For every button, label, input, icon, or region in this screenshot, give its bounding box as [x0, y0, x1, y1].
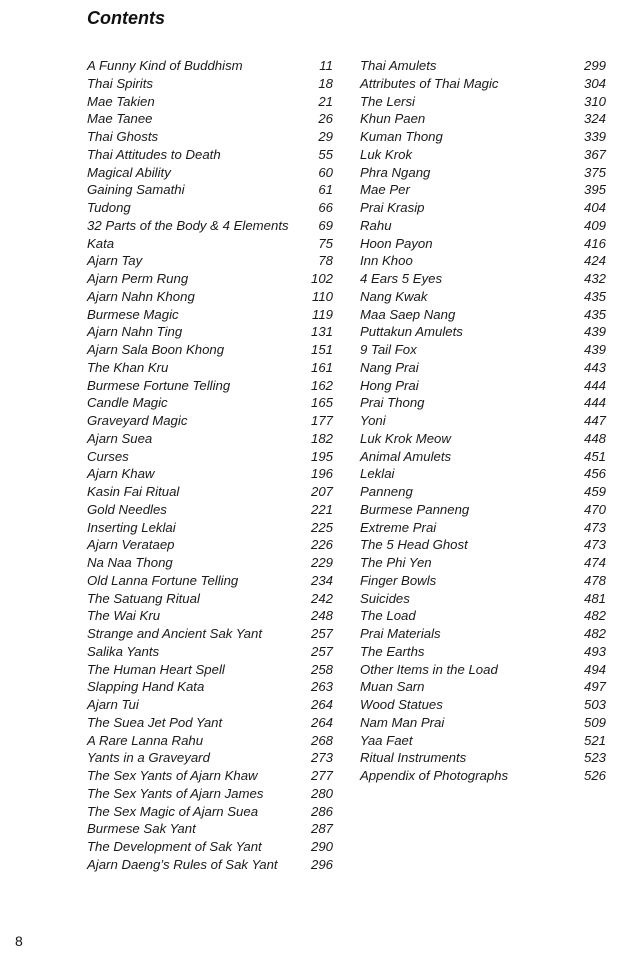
toc-entry-page: 242 [310, 590, 333, 606]
toc-entry [87, 732, 333, 750]
toc-entry-title: Yants in a Graveyard [87, 750, 210, 766]
toc-entry-page: 264 [310, 697, 333, 712]
toc-entry-page: 324 [583, 111, 606, 127]
toc-entry-title: Gaining Samathi [87, 182, 185, 198]
toc-entry [87, 590, 333, 608]
toc-entry-title: Animal Amulets [360, 448, 452, 464]
page-number: 8 [15, 933, 23, 949]
toc-entry-title: Na Naa Thong [87, 555, 173, 570]
toc-entry-title: Mae Takien [87, 93, 155, 109]
toc-entry [360, 696, 606, 714]
toc-entry-page: 493 [583, 643, 606, 659]
toc-entry-page: 482 [583, 608, 606, 624]
toc-entry-title: Strange and Ancient Sak Yant [87, 626, 262, 641]
toc-entry-title: Suicides [360, 590, 410, 606]
toc-entry-title: Kata [87, 235, 115, 251]
toc-entry [360, 394, 606, 412]
toc-entry-page: 119 [311, 306, 333, 322]
toc-entry-page: 182 [310, 430, 333, 446]
toc-entry-page: 221 [310, 501, 333, 517]
toc-entry-page: 470 [583, 501, 606, 517]
toc-entry [360, 732, 606, 750]
toc-entry-title: The Suea Jet Pod Yant [87, 714, 223, 730]
toc-entry-title: The Sex Yants of Ajarn Khaw [87, 768, 258, 783]
toc-entry [360, 93, 606, 111]
toc-entry [87, 199, 333, 217]
toc-entry-page: 339 [583, 129, 606, 144]
toc-entry-title: Hong Prai [360, 377, 419, 393]
toc-entry-page: 503 [583, 697, 606, 712]
toc-entry-title: Kasin Fai Ritual [87, 484, 180, 499]
toc-entry-page: 416 [583, 235, 606, 251]
toc-entry-title: Salika Yants [87, 643, 160, 659]
toc-entry [87, 128, 333, 146]
toc-entry-page: 473 [583, 537, 606, 553]
toc-entry-page: 21 [318, 93, 333, 109]
toc-entry [360, 519, 606, 537]
toc-entry [87, 341, 333, 359]
toc-entry [360, 572, 606, 590]
toc-entry-title: Ajarn Tui [87, 697, 139, 712]
toc-entry-page: 195 [310, 448, 333, 464]
toc-entry-page: 526 [583, 768, 606, 783]
toc-entry [87, 536, 333, 554]
toc-entry-title: Ajarn Tay [87, 253, 143, 269]
toc-entry-title: The Load [360, 608, 416, 624]
toc-entry-page: 404 [583, 200, 606, 215]
toc-entry-page: 435 [583, 288, 606, 304]
toc-entry-title: Thai Ghosts [87, 129, 159, 144]
toc-entry [360, 607, 606, 625]
toc-entry-page: 277 [310, 768, 333, 783]
toc-entry [360, 643, 606, 661]
toc-entry-title: Leklai [360, 466, 395, 482]
toc-entry [87, 501, 333, 519]
toc-entry [87, 181, 333, 199]
toc-entry [87, 483, 333, 501]
toc-entry-title: Maa Saep Nang [360, 306, 456, 322]
toc-entry [360, 110, 606, 128]
toc-entry-title: Slapping Hand Kata [87, 679, 205, 695]
toc-entry-title: 32 Parts of the Body & 4 Elements [87, 217, 289, 233]
toc-entry [87, 288, 333, 306]
toc-entry-title: The Human Heart Spell [87, 661, 225, 677]
toc-entry-title: The Khan Kru [87, 359, 169, 375]
toc-entry-title: Ajarn Perm Rung [87, 271, 189, 286]
toc-entry-page: 482 [583, 626, 606, 641]
toc-entry-title: Thai Amulets [360, 58, 437, 73]
toc-entry [87, 146, 333, 164]
toc-entry-title: Hoon Payon [360, 235, 433, 251]
toc-entry-page: 451 [583, 448, 606, 464]
toc-entry-title: Thai Attitudes to Death [87, 146, 221, 162]
toc-entry-title: Khun Paen [360, 111, 426, 127]
toc-entry-page: 509 [583, 714, 606, 730]
toc-entry-page: 207 [310, 484, 333, 499]
toc-entry-page: 296 [310, 856, 333, 872]
toc-entry [87, 430, 333, 448]
toc-entry-title: Appendix of Photographs [360, 768, 509, 783]
toc-entry-title: Thai Spirits [87, 75, 153, 91]
toc-entry-title: Magical Ability [87, 164, 171, 180]
toc-entry [360, 57, 606, 75]
toc-entry [87, 820, 333, 838]
toc-entry-page: 11 [319, 58, 333, 73]
toc-entry-page: 102 [310, 271, 333, 286]
toc-entry [87, 554, 333, 572]
toc-entry-page: 409 [583, 217, 606, 233]
toc-entry [87, 448, 333, 466]
toc-entry-title: Finger Bowls [360, 572, 437, 588]
toc-entry-title: Ajarn Daeng’s Rules of Sak Yant [87, 856, 278, 872]
toc-entry-page: 310 [583, 93, 606, 109]
toc-entry-title: The Wai Kru [87, 608, 161, 624]
toc-entry-title: Puttakun Amulets [360, 324, 463, 340]
toc-entry-title: A Rare Lanna Rahu [87, 732, 204, 748]
toc-entry-page: 473 [583, 519, 606, 535]
toc-entry-page: 226 [310, 537, 333, 553]
toc-entry [87, 678, 333, 696]
toc-entry-title: The Lersi [360, 93, 415, 109]
toc-entry [360, 270, 606, 288]
toc-entry-title: Wood Statues [360, 697, 443, 712]
toc-entry-title: Ajarn Khaw [87, 466, 155, 482]
toc-entry-page: 395 [583, 182, 606, 198]
toc-entry [87, 643, 333, 661]
toc-entry-page: 162 [310, 377, 333, 393]
toc-entry [87, 110, 333, 128]
toc-entry-title: Graveyard Magic [87, 413, 188, 428]
toc-entry [87, 572, 333, 590]
toc-entry-page: 26 [318, 111, 333, 127]
toc-entry [87, 235, 333, 253]
toc-entry-page: 161 [310, 359, 333, 375]
toc-entry [360, 252, 606, 270]
toc-entry [360, 359, 606, 377]
toc-entry-title: Attributes of Thai Magic [360, 75, 499, 91]
toc-entry-page: 66 [318, 200, 333, 215]
toc-entry-title: Muan Sarn [360, 679, 425, 695]
toc-entry [87, 519, 333, 537]
toc-entry [360, 714, 606, 732]
toc-entry-title: Curses [87, 448, 129, 464]
toc-entry [87, 217, 333, 235]
toc-entry [87, 252, 333, 270]
toc-entry-title: Ajarn Suea [87, 430, 153, 446]
toc-entry-title: Panneng [360, 484, 413, 499]
toc-entry-page: 60 [318, 164, 333, 180]
toc-entry [87, 803, 333, 821]
toc-entry-title: Rahu [360, 217, 392, 233]
toc-entry [360, 465, 606, 483]
toc-entry [87, 93, 333, 111]
toc-entry [87, 661, 333, 679]
toc-entry-page: 131 [310, 324, 333, 340]
toc-entry-title: The Sex Yants of Ajarn James [87, 785, 264, 801]
toc-entry-title: Inn Khoo [360, 253, 413, 269]
toc-entry-title: Prai Materials [360, 626, 441, 641]
toc-entry-page: 474 [583, 555, 606, 570]
toc-entry-page: 263 [310, 679, 333, 695]
toc-entry [87, 57, 333, 75]
toc-entry-title: Burmese Sak Yant [87, 821, 196, 837]
toc-entry-page: 29 [318, 129, 333, 144]
toc-entry [360, 430, 606, 448]
toc-entry-page: 258 [310, 661, 333, 677]
toc-entry-title: 4 Ears 5 Eyes [360, 271, 443, 286]
toc-entry-title: Ritual Instruments [360, 750, 467, 766]
toc-entry [87, 767, 333, 785]
toc-entry-page: 444 [583, 395, 606, 411]
toc-entry-title: Kuman Thong [360, 129, 443, 144]
toc-entry-page: 521 [583, 732, 606, 748]
toc-entry [360, 412, 606, 430]
toc-entry [87, 714, 333, 732]
toc-entry-title: Nang Prai [360, 359, 419, 375]
toc-entry-page: 290 [310, 839, 333, 854]
toc-entry [87, 838, 333, 856]
toc-entry-page: 196 [310, 466, 333, 482]
toc-entry-title: The Earths [360, 643, 425, 659]
toc-entry-title: The Satuang Ritual [87, 590, 200, 606]
toc-entry-page: 257 [310, 626, 333, 641]
toc-entry [87, 359, 333, 377]
toc-entry-title: Luk Krok [360, 146, 413, 162]
toc-entry-page: 432 [583, 271, 606, 286]
toc-entry-title: Burmese Magic [87, 306, 179, 322]
toc-entry [87, 607, 333, 625]
toc-entry [360, 217, 606, 235]
toc-entry-title: Phra Ngang [360, 164, 431, 180]
toc-entry-title: Tudong [87, 200, 131, 215]
toc-entry-title: Yoni [360, 413, 386, 428]
toc-entry [360, 625, 606, 643]
toc-entry-page: 110 [311, 288, 333, 304]
toc-entry-title: Other Items in the Load [360, 661, 498, 677]
toc-entry-page: 257 [310, 643, 333, 659]
toc-entry [87, 306, 333, 324]
toc-entry-page: 456 [583, 466, 606, 482]
toc-entry-title: Yaa Faet [360, 732, 413, 748]
toc-entry [87, 270, 333, 288]
toc-entry [360, 146, 606, 164]
toc-entry-title: The 5 Head Ghost [360, 537, 468, 553]
toc-entry [360, 341, 606, 359]
toc-entry [87, 749, 333, 767]
toc-entry-title: Mae Tanee [87, 111, 153, 127]
toc-entry-page: 280 [310, 785, 333, 801]
toc-entry [87, 465, 333, 483]
toc-entry-page: 448 [583, 430, 606, 446]
toc-entry [360, 678, 606, 696]
toc-entry-title: Extreme Prai [360, 519, 437, 535]
toc-entry-title: Ajarn Nahn Ting [87, 324, 183, 340]
toc-entry-page: 497 [583, 679, 606, 695]
toc-entry [87, 785, 333, 803]
toc-entry-title: Prai Thong [360, 395, 425, 411]
toc-right-column [360, 57, 606, 785]
toc-entry-title: 9 Tail Fox [360, 342, 417, 357]
toc-entry-page: 273 [310, 750, 333, 766]
toc-entry-page: 78 [318, 253, 333, 269]
toc-entry-page: 459 [583, 484, 606, 499]
toc-entry [87, 625, 333, 643]
toc-entry [360, 75, 606, 93]
toc-entry [87, 394, 333, 412]
toc-entry-title: The Sex Magic of Ajarn Suea [87, 803, 259, 819]
toc-entry-title: Nang Kwak [360, 288, 428, 304]
toc-entry-page: 18 [318, 75, 333, 91]
toc-entry-page: 478 [583, 572, 606, 588]
toc-entry [360, 536, 606, 554]
toc-entry-page: 264 [310, 714, 333, 730]
toc-entry [87, 164, 333, 182]
toc-entry [360, 590, 606, 608]
toc-entry-page: 287 [310, 821, 333, 837]
toc-entry-title: A Funny Kind of Buddhism [87, 58, 243, 73]
toc-entry [87, 856, 333, 874]
toc-entry-title: Ajarn Verataep [87, 537, 175, 553]
toc-entry [360, 501, 606, 519]
toc-entry-page: 151 [310, 342, 333, 357]
toc-entry-page: 367 [583, 146, 606, 162]
toc-entry-title: Burmese Fortune Telling [87, 377, 231, 393]
toc-entry-title: Burmese Panneng [360, 501, 470, 517]
toc-entry [360, 288, 606, 306]
toc-entry-page: 424 [583, 253, 606, 269]
toc-entry [360, 483, 606, 501]
toc-entry [360, 181, 606, 199]
toc-entry-page: 375 [583, 164, 606, 180]
page-title: Contents [87, 8, 165, 28]
toc-entry-title: Mae Per [360, 182, 410, 198]
toc-entry-title: Luk Krok Meow [360, 430, 451, 446]
toc-entry [360, 323, 606, 341]
toc-entry [360, 554, 606, 572]
toc-entry-page: 299 [583, 58, 606, 73]
toc-entry [87, 412, 333, 430]
toc-entry [360, 306, 606, 324]
toc-entry [360, 164, 606, 182]
toc-entry-title: Prai Krasip [360, 200, 425, 215]
toc-entry-page: 234 [310, 572, 333, 588]
toc-entry-page: 494 [583, 661, 606, 677]
toc-entry-page: 75 [318, 235, 333, 251]
toc-entry-page: 435 [583, 306, 606, 322]
toc-entry [360, 448, 606, 466]
toc-entry [87, 377, 333, 395]
toc-entry-title: Ajarn Nahn Khong [87, 288, 195, 304]
toc-entry [87, 323, 333, 341]
toc-entry-page: 69 [318, 217, 333, 233]
toc-entry [360, 661, 606, 679]
toc-entry-page: 177 [310, 413, 333, 428]
toc-entry-page: 444 [583, 377, 606, 393]
toc-entry-title: The Development of Sak Yant [87, 839, 262, 854]
toc-entry-page: 61 [318, 182, 333, 198]
toc-entry [360, 199, 606, 217]
toc-entry-title: Inserting Leklai [87, 519, 176, 535]
toc-entry [360, 235, 606, 253]
toc-entry [360, 377, 606, 395]
toc-entry [360, 128, 606, 146]
toc-entry-title: Ajarn Sala Boon Khong [87, 342, 225, 357]
toc-entry-title: Old Lanna Fortune Telling [87, 572, 239, 588]
toc-entry [360, 767, 606, 785]
toc-entry-page: 439 [583, 324, 606, 340]
toc-entry-title: Candle Magic [87, 395, 168, 411]
toc-entry-page: 443 [583, 359, 606, 375]
toc-entry-page: 439 [583, 342, 606, 357]
toc-entry-page: 286 [310, 803, 333, 819]
toc-left-column [87, 57, 333, 874]
toc-entry-page: 229 [310, 555, 333, 570]
toc-entry-title: Gold Needles [87, 501, 167, 517]
toc-entry-title: The Phi Yen [360, 555, 432, 570]
toc-entry-page: 447 [583, 413, 606, 428]
toc-entry-page: 248 [310, 608, 333, 624]
toc-entry [87, 75, 333, 93]
toc-entry [87, 696, 333, 714]
toc-entry-page: 523 [583, 750, 606, 766]
toc-entry-page: 165 [310, 395, 333, 411]
toc-entry-page: 268 [310, 732, 333, 748]
toc-entry-page: 481 [583, 590, 606, 606]
toc-entry-title: Nam Man Prai [360, 714, 445, 730]
toc-entry [360, 749, 606, 767]
toc-entry-page: 55 [318, 146, 333, 162]
toc-entry-page: 225 [310, 519, 333, 535]
toc-entry-page: 304 [583, 75, 606, 91]
